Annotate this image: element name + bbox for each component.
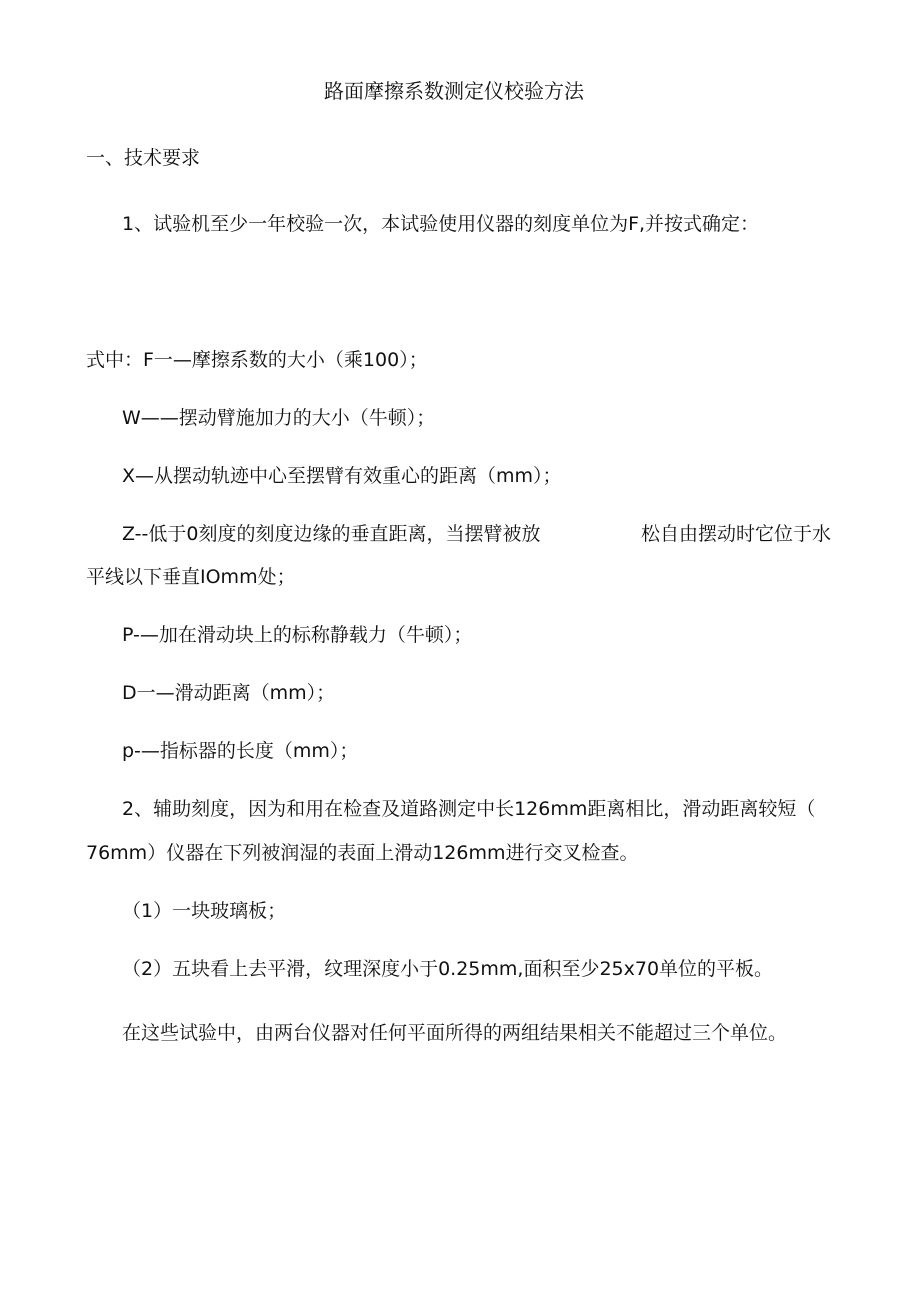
definition-z-part1: Z--低于0刻度的刻度边缘的垂直距离，当摆臂被放 (122, 523, 541, 545)
formula-where-intro: 式中：F一—摩擦系数的大小（乘100）； (86, 349, 428, 371)
document-title: 路面摩擦系数测定仪校验方法 (324, 79, 584, 103)
sub-item-2: （2）五块看上去平滑，纹理深度小于0.25mm,面积至少25x70单位的平板。 (122, 958, 774, 980)
conclusion-text: 在这些试验中，由两台仪器对任何平面所得的两组结果相关不能超过三个单位。 (122, 1022, 788, 1044)
sub-item-1: （1）一块玻璃板； (122, 900, 287, 922)
section-heading: 一、技术要求 (86, 147, 201, 169)
item-2-line-1: 2、辅助刻度，因为和用在检查及道路测定中长126mm距离相比，滑动距离较短（ (122, 798, 816, 820)
definition-w: W——摆动臂施加力的大小（牛顿）； (122, 407, 436, 429)
item-2-line-2: 76mm）仪器在下列被润湿的表面上滑动126mm进行交叉检查。 (86, 842, 639, 864)
definition-x: X—从摆动轨迹中心至摆臂有效重心的距离（mm）； (122, 465, 562, 487)
item-1-text: 1、试验机至少一年校验一次，本试验使用仪器的刻度单位为F,并按式确定： (122, 213, 760, 235)
definition-p-upper: P-—加在滑动块上的标称静载力（牛顿）； (122, 624, 473, 646)
definition-d: D一—滑动距离（mm）； (122, 682, 336, 704)
definition-z-part2: 松自由摆动时它位于水 (641, 523, 832, 545)
definition-p-lower: p-—指标器的长度（mm）； (122, 740, 359, 762)
definition-z-continuation: 平线以下垂直IOmm处； (86, 566, 296, 588)
